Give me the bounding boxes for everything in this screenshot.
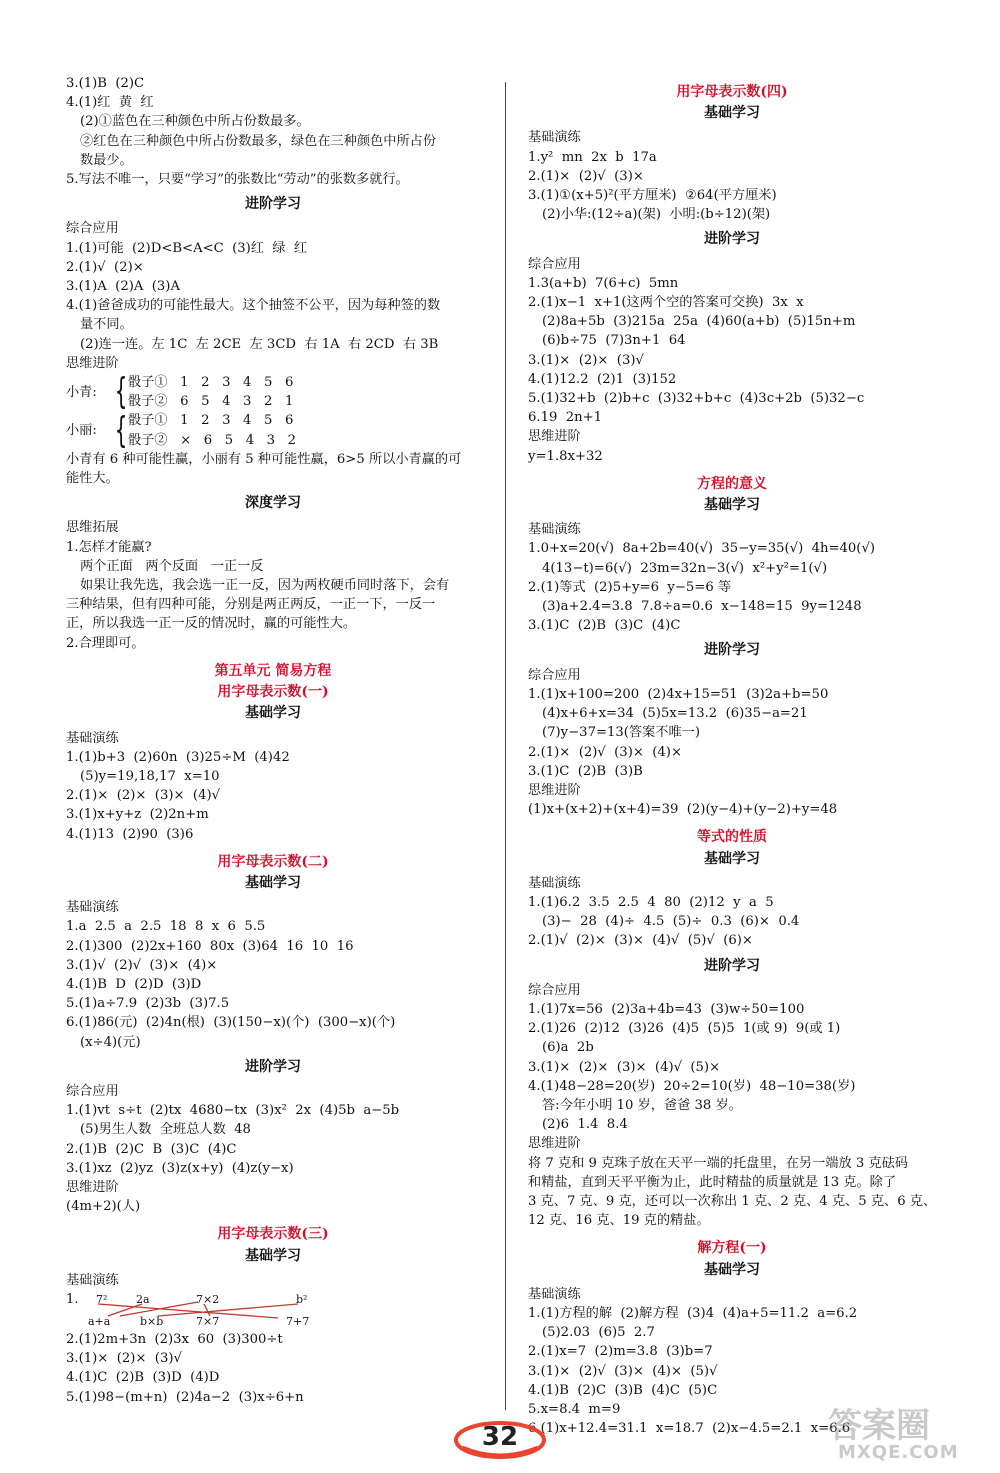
answer-line: (2)6 1.4 8.4 <box>542 1117 628 1133</box>
answer-line: 基础演练 <box>528 875 581 891</box>
answer-line: 2.(1)× (2)√ (3)× (4)× <box>528 744 683 760</box>
answer-line: 如果让我先选，我会选一正一反，因为两枚硬币同时落下，会有 <box>80 578 450 594</box>
answer-line: 基础演练 <box>66 1272 119 1288</box>
answer-line: 2.(1)26 (2)12 (3)26 (4)5 (5)5 1(或 9) 9(或 1) <box>528 1021 841 1037</box>
answer-line: 1.a 2.5 a 2.5 18 8 x 6 5.5 <box>66 919 266 935</box>
answer-line: (5)y=19,18,17 x=10 <box>80 768 220 784</box>
answer-line: 1.(1)可能 (2)D<B<A<C (3)红 绿 红 <box>66 240 308 256</box>
answer-line: 3.(1)× (2)× (3)× (4)√ (5)× <box>528 1059 721 1075</box>
answer-line: 两个正面 两个反面 一正一反 <box>80 558 264 574</box>
answer-line: (5)2.03 (6)5 2.7 <box>542 1325 655 1341</box>
match-label: b² <box>296 1292 308 1306</box>
answer-line: 1.(1)6.2 3.5 2.5 4 80 (2)12 y a 5 <box>528 894 774 910</box>
unit-title: 用字母表示数(二) <box>217 853 329 870</box>
answer-line: 2.(1)× (2)√ (3)× <box>528 168 644 184</box>
answer-line: 综合应用 <box>528 256 581 272</box>
section-heading: 基础学习 <box>704 850 760 867</box>
section-heading: 基础学习 <box>245 705 301 722</box>
answer-line: 5.(1)98−(m+n) (2)4a−2 (3)x÷6+n <box>66 1389 304 1405</box>
column-divider <box>505 82 506 1410</box>
unit-title: 用字母表示数(四) <box>676 84 788 100</box>
answer-line: (1)x+(x+2)+(x+4)=39 (2)(y−4)+(y−2)+y=48 <box>528 802 838 818</box>
section-heading: 基础学习 <box>704 105 760 122</box>
match-label: b×b <box>140 1314 164 1328</box>
answer-line: 综合应用 <box>66 1083 119 1099</box>
answer-line: 能性大。 <box>66 471 119 487</box>
answer-line: (3)a+2.4=3.8 7.8÷a=0.6 x−148=15 9y=1248 <box>542 599 862 615</box>
section-heading: 基础学习 <box>245 1247 301 1264</box>
brace-icon: { <box>114 409 128 451</box>
answer-line: (6)b÷75 (7)3n+1 64 <box>542 333 686 349</box>
dice-rows <box>128 411 296 449</box>
answer-line: 3.(1)× (2)× (3)√ <box>528 352 644 368</box>
answer-line: 2.(1)√ (2)× (3)× (4)√ (5)√ (6)× <box>528 933 753 949</box>
answer-line: (2)8a+5b (3)215a 25a (4)60(a+b) (5)15n+m <box>542 314 856 330</box>
answer-line: 3.(1)A (2)A (3)A <box>66 279 180 295</box>
left-column <box>66 74 480 1407</box>
answer-line: 答:今年小明 10 岁，爸爸 38 岁。 <box>542 1097 742 1113</box>
unit-title: 解方程(一) <box>697 1240 767 1257</box>
answer-line: 基础演练 <box>528 522 581 538</box>
watermark-logo-text: 答案圈 <box>828 1406 930 1446</box>
answer-line: 正，所以我选一正一反的情况时，赢的可能性大。 <box>66 616 357 632</box>
answer-line: 2.(1)300 (2)2x+160 80x (3)64 16 10 16 <box>66 938 354 954</box>
answer-line: 综合应用 <box>66 221 119 237</box>
answer-line: 2.(1)x=7 (2)m=3.8 (3)b=7 <box>528 1344 713 1360</box>
answer-line: 5.(1)32+b (2)b+c (3)32+b+c (4)3c+2b (5)32−c <box>528 391 865 407</box>
answer-line: (2)①蓝色在三种颜色中所占份数最多。 <box>80 114 310 130</box>
matching-exercise <box>66 1290 328 1330</box>
unit-title: 第五单元 简易方程 <box>214 662 332 679</box>
answer-line: 基础演练 <box>66 730 119 746</box>
match-label: 7² <box>96 1292 108 1306</box>
answer-line: 1.y² mn 2x b 17a <box>528 149 657 165</box>
answer-line: (6)a 2b <box>542 1040 594 1056</box>
answer-line: 3.(1)C (2)B (3)B <box>528 763 643 779</box>
watermark <box>820 1398 990 1470</box>
answer-line: 3.(1)①(x+5)²(平方厘米) ②64(平方厘米) <box>528 188 777 204</box>
dice-player-label: 小青: <box>66 384 97 400</box>
answer-line: 基础演练 <box>66 900 119 916</box>
dice-table <box>66 373 480 411</box>
dice-row: 骰子② × 6 5 4 3 2 <box>128 432 297 448</box>
answer-line: 12 克、16 克、19 克的精盐。 <box>528 1213 710 1229</box>
answer-line: ②红色在三种颜色中所占份数最多，绿色在三种颜色中所占份 <box>80 133 437 149</box>
unit-title: 用字母表示数(一) <box>217 684 329 701</box>
answer-line: 4(13−t)=6(√) 23m=32n−3(√) x²+y²=1(√) <box>542 560 828 576</box>
answer-line: (2)连一连。左 1C 左 2CE 左 3CD 右 1A 右 2CD 右 3B <box>80 336 439 352</box>
answer-line: 2.合理即可。 <box>66 635 145 651</box>
brace-icon: { <box>114 371 128 413</box>
answer-line: 综合应用 <box>528 982 581 998</box>
answer-line: 3.(1)× (2)√ (3)× (4)× (5)√ <box>528 1363 718 1379</box>
answer-line: 量不同。 <box>80 317 133 333</box>
answer-line: (4m+2)(人) <box>66 1199 141 1215</box>
answer-line: 2.(1)× (2)× (3)× (4)√ <box>66 788 221 804</box>
answer-line: (3)− 28 (4)÷ 4.5 (5)÷ 0.3 (6)× 0.4 <box>542 914 800 930</box>
answer-line: 1.(1)x+100=200 (2)4x+15=51 (3)2a+b=50 <box>528 686 829 702</box>
answer-line: 3.(1)× (2)× (3)√ <box>66 1351 182 1367</box>
answer-line: 5.写法不唯一，只要“学习”的张数比“劳动”的张数多就行。 <box>66 172 409 188</box>
answer-line: 综合应用 <box>528 667 581 683</box>
answer-line: 1.3(a+b) 7(6+c) 5mn <box>528 275 679 291</box>
match-label: 7×7 <box>196 1314 220 1328</box>
answer-line: 1.(1)7x=56 (2)3a+4b=43 (3)w÷50=100 <box>528 1001 805 1017</box>
answer-line: (4)x+6+x=34 (5)5x=13.2 (6)35−a=21 <box>542 706 808 722</box>
answer-line: 数最少。 <box>80 152 133 168</box>
answer-line: 2.(1)B (2)C B (3)C (4)C <box>66 1141 237 1157</box>
answer-line: 4.(1)48−28=20(岁) 20÷2=10(岁) 48−10=38(岁) <box>528 1078 856 1094</box>
answer-line: 1.(1)b+3 (2)60n (3)25÷M (4)42 <box>66 749 290 765</box>
answer-line: 4.(1)C (2)B (3)D (4)D <box>66 1370 220 1386</box>
answer-line: 3.(1)√ (2)√ (3)× (4)× <box>66 957 218 973</box>
dice-player-label: 小丽: <box>66 423 97 439</box>
answer-line: 3 克、7 克、9 克，还可以一次称出 1 克、2 克、4 克、5 克、6 克、 <box>528 1193 937 1209</box>
answer-line: (2)小华:(12÷a)(架) 小明:(b÷12)(架) <box>542 207 771 223</box>
section-heading: 深度学习 <box>245 495 301 512</box>
match-label: 7+7 <box>286 1314 310 1328</box>
dice-row: 骰子① 1 2 3 4 5 6 <box>128 413 294 429</box>
answer-line: 1.怎样才能赢? <box>66 539 152 555</box>
answer-line: 4.(1)13 (2)90 (3)6 <box>66 826 194 842</box>
answer-line: 4.(1)12.2 (2)1 (3)152 <box>528 371 677 387</box>
answer-line: y=1.8x+32 <box>528 448 603 464</box>
answer-line: 三种结果，但有四种可能，分别是两正两反，一正一下，一反一 <box>66 597 436 613</box>
match-label: a+a <box>88 1314 111 1328</box>
section-heading: 进阶学习 <box>704 642 760 659</box>
answer-line: 小青有 6 种可能性赢，小丽有 5 种可能性赢，6>5 所以小青赢的可 <box>66 451 462 467</box>
dice-rows <box>128 373 293 411</box>
answer-line: 1.(1)方程的解 (2)解方程 (3)4 (4)a+5=11.2 a=6.2 <box>528 1305 858 1321</box>
answer-line: 6.19 2n+1 <box>528 410 603 426</box>
answer-line: 基础演练 <box>528 1286 581 1302</box>
section-heading: 进阶学习 <box>245 1058 301 1075</box>
answer-line: 3.(1)x+y+z (2)2n+m <box>66 807 209 823</box>
answer-line: 3.(1)xz (2)yz (3)z(x+y) (4)z(y−x) <box>66 1160 294 1176</box>
answer-line: 将 7 克和 9 克珠子放在天平一端的托盘里，在另一端放 3 克砝码 <box>528 1155 909 1171</box>
unit-title: 用字母表示数(三) <box>217 1226 329 1243</box>
answer-line: 思维进阶 <box>66 355 119 371</box>
answer-line: 思维进阶 <box>528 1136 581 1152</box>
answer-line: 4.(1)B D (2)D (3)D <box>66 976 202 992</box>
answer-line: 思维拓展 <box>66 520 119 536</box>
match-label: 7×2 <box>196 1292 220 1306</box>
answer-line: 基础演练 <box>528 130 581 146</box>
section-heading: 基础学习 <box>704 497 760 514</box>
match-label: 1. <box>66 1291 79 1307</box>
dice-row: 骰子② 6 5 4 3 2 1 <box>128 394 294 410</box>
unit-title: 等式的性质 <box>697 829 767 846</box>
watermark-url: MXQE.COM <box>838 1442 959 1463</box>
answer-line: 6.(1)86(元) (2)4n(根) (3)(150−x)(个) (300−x)(个) <box>66 1015 396 1031</box>
section-heading: 基础学习 <box>245 874 301 891</box>
answer-line: 1.(1)vt s÷t (2)tx 4680−tx (3)x² 2x (4)5b a−5b <box>66 1103 400 1119</box>
answer-line: 3.(1)B (2)C <box>66 76 145 91</box>
answer-line: 2.(1)x−1 x+1(这两个空的答案可交换) 3x x <box>528 295 804 311</box>
answer-line: 1.0+x=20(√) 8a+2b=40(√) 35−y=35(√) 4h=40(√) <box>528 541 876 557</box>
page-number-badge <box>452 1418 548 1462</box>
dice-row: 骰子① 1 2 3 4 5 6 <box>128 375 294 391</box>
answer-line: 2.(1)等式 (2)5+y=6 y−5=6 等 <box>528 579 732 595</box>
answer-line: (5)男生人数 全班总人数 48 <box>80 1122 251 1138</box>
match-label: 2a <box>136 1292 150 1306</box>
section-heading: 进阶学习 <box>704 231 760 248</box>
answer-line: 4.(1)红 黄 红 <box>66 95 154 111</box>
answer-line: (7)y−37=13(答案不唯一) <box>542 725 701 741</box>
right-column <box>528 74 936 1438</box>
section-heading: 进阶学习 <box>704 957 760 974</box>
page-number: 32 <box>481 1422 519 1452</box>
section-heading: 进阶学习 <box>245 196 301 213</box>
answer-line: 和精盐，直到天平平衡为止，此时精盐的质量就是 13 克。除了 <box>528 1174 897 1190</box>
answer-line: 4.(1)B (2)C (3)B (4)C (5)C <box>528 1382 718 1398</box>
answer-line: 思维进阶 <box>66 1179 119 1195</box>
answer-line: 5.(1)a÷7.9 (2)3b (3)7.5 <box>66 996 230 1012</box>
answer-line: 2.(1)2m+3n (2)3x 60 (3)300÷t <box>66 1331 283 1347</box>
answer-line: 3.(1)C (2)B (3)C (4)C <box>528 618 681 634</box>
answer-line: 思维进阶 <box>528 782 581 798</box>
dice-table <box>66 411 480 449</box>
answer-line: 2.(1)√ (2)× <box>66 259 144 275</box>
answer-line: (x÷4)(元) <box>80 1034 141 1050</box>
unit-title: 方程的意义 <box>697 475 767 492</box>
match-line <box>98 1304 278 1318</box>
answer-line: 5.x=8.4 m=9 <box>528 1402 621 1417</box>
answer-line: 6.(1)x+12.4=31.1 x=18.7 (2)x−4.5=2.1 x=6.6 <box>528 1421 851 1437</box>
section-heading: 基础学习 <box>704 1261 760 1278</box>
answer-line: 思维进阶 <box>528 429 581 445</box>
answer-line: 4.(1)爸爸成功的可能性最大。这个抽签不公平，因为每种签的数 <box>66 298 441 314</box>
